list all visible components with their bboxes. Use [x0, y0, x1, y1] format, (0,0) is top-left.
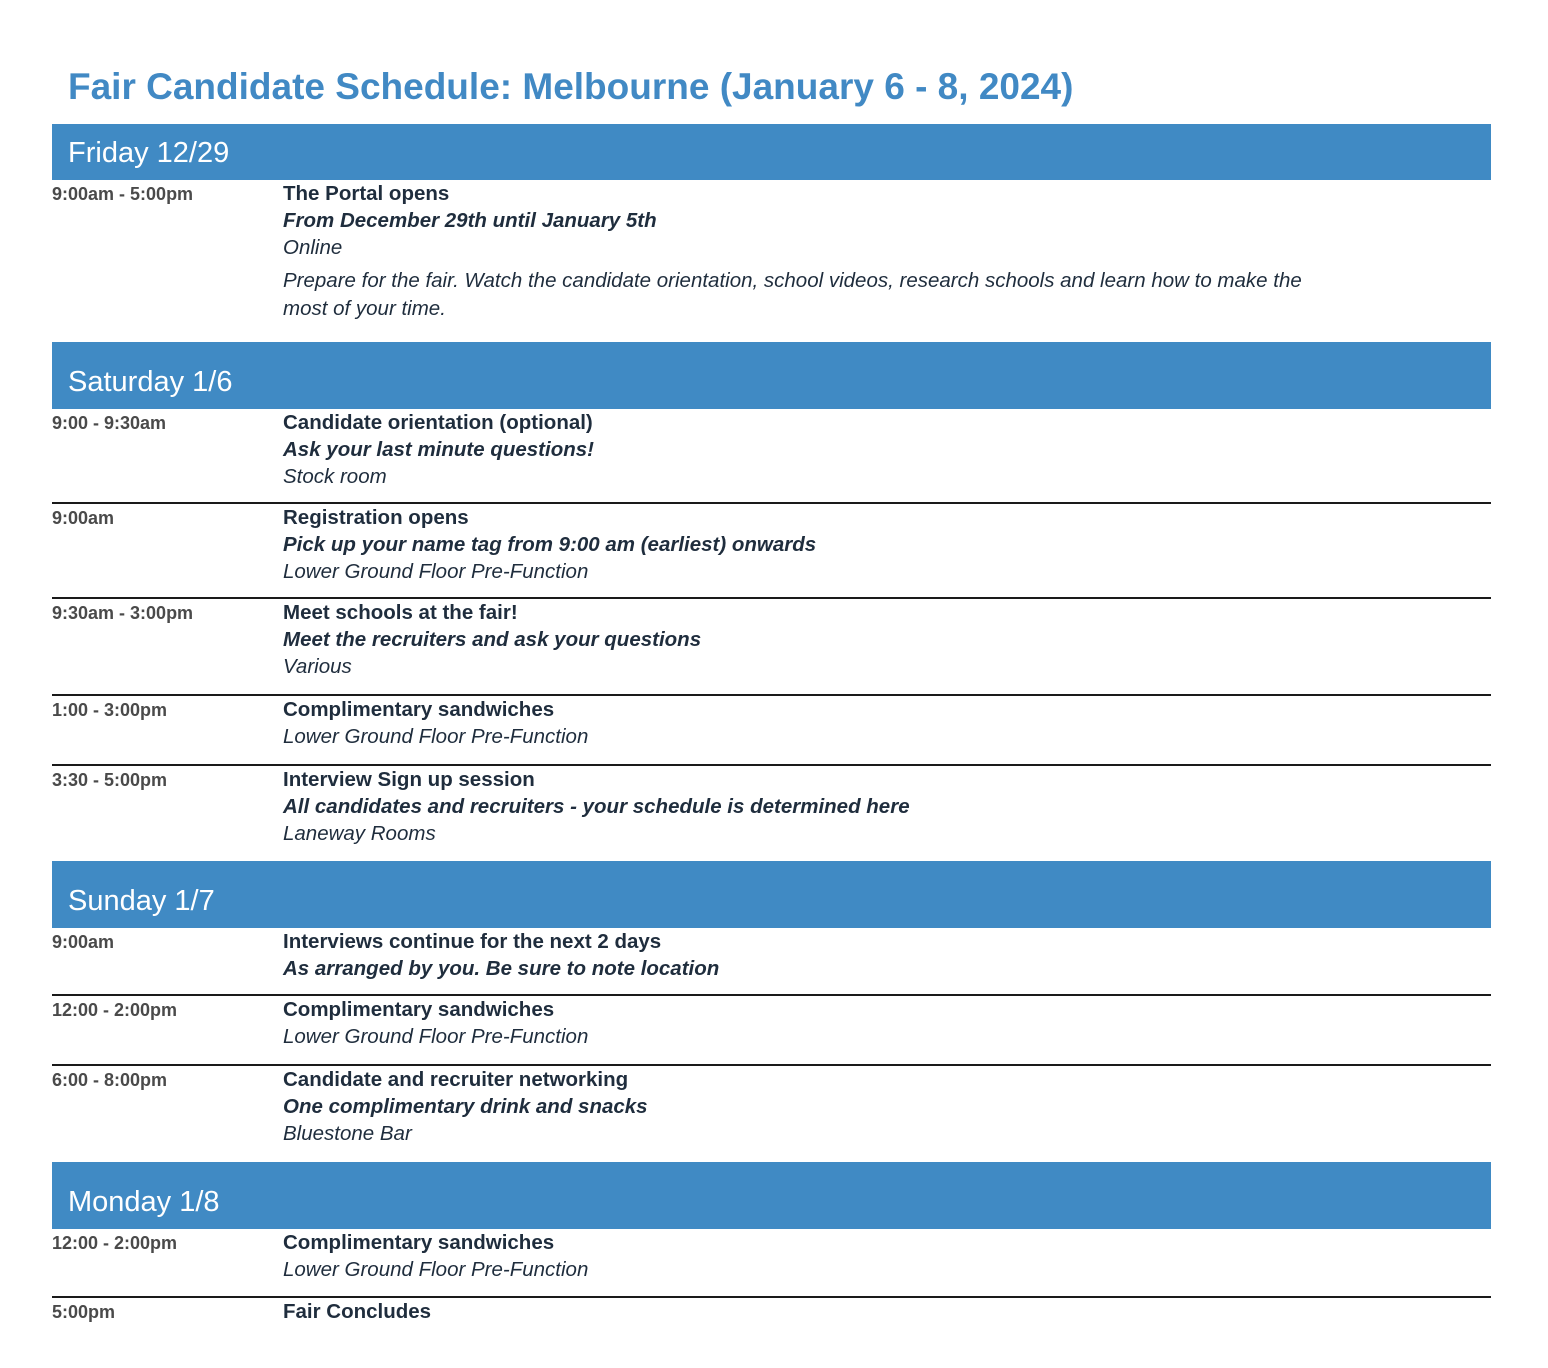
event-location: Stock room	[283, 465, 387, 488]
day-header-saturday: Saturday 1/6	[52, 342, 1491, 409]
event-time: 9:00am - 5:00pm	[52, 184, 194, 204]
schedule-row	[52, 1064, 1491, 1145]
event-subtitle: From December 29th until January 5th	[283, 209, 657, 232]
event-time: 9:30am - 3:00pm	[52, 603, 194, 623]
event-subtitle: One complimentary drink and snacks	[283, 1095, 648, 1118]
day-header-monday: Monday 1/8	[52, 1162, 1491, 1229]
event-location: Laneway Rooms	[283, 822, 436, 845]
event-location: Lower Ground Floor Pre-Function	[283, 1025, 589, 1048]
event-subtitle: As arranged by you. Be sure to note location	[283, 957, 720, 980]
event-time: 9:00 - 9:30am	[52, 413, 167, 433]
schedule-row	[52, 994, 1491, 1048]
event-title: The Portal opens	[283, 182, 450, 205]
event-time: 12:00 - 2:00pm	[52, 1233, 178, 1253]
event-title: Interview Sign up session	[283, 768, 535, 791]
event-location: Various	[283, 655, 352, 678]
event-title: Candidate orientation (optional)	[283, 411, 593, 434]
event-time: 9:00am	[52, 932, 115, 952]
event-subtitle: All candidates and recruiters - your schedule is determined here	[283, 795, 910, 818]
event-time: 5:00pm	[52, 1302, 116, 1322]
event-time: 9:00am	[52, 508, 115, 528]
event-location: Bluestone Bar	[283, 1122, 412, 1145]
event-subtitle: Ask your last minute questions!	[283, 438, 594, 461]
event-description: Prepare for the fair. Watch the candidate orientation, school videos, research schools and learn how to make the most of your time.	[283, 269, 1302, 320]
event-subtitle: Pick up your name tag from 9:00 am (earliest) onwards	[283, 533, 817, 556]
event-title: Registration opens	[283, 506, 469, 529]
event-location: Lower Ground Floor Pre-Function	[283, 560, 589, 583]
event-time: 12:00 - 2:00pm	[52, 1000, 178, 1020]
event-location: Online	[283, 236, 343, 259]
event-title: Meet schools at the fair!	[283, 601, 518, 624]
event-location: Lower Ground Floor Pre-Function	[283, 1258, 589, 1281]
schedule-row	[52, 764, 1491, 845]
page-title: Fair Candidate Schedule: Melbourne (January 6 - 8, 2024)	[68, 66, 1074, 107]
event-location: Lower Ground Floor Pre-Function	[283, 725, 589, 748]
event-time: 1:00 - 3:00pm	[52, 700, 168, 720]
event-title: Candidate and recruiter networking	[283, 1068, 629, 1091]
day-header-friday: Friday 12/29	[52, 124, 1491, 180]
schedule-row	[52, 502, 1491, 583]
event-time: 3:30 - 5:00pm	[52, 770, 168, 790]
event-subtitle: Meet the recruiters and ask your questions	[283, 628, 702, 651]
schedule-row	[52, 694, 1491, 748]
schedule-row	[52, 597, 1491, 678]
event-title: Complimentary sandwiches	[283, 698, 555, 721]
day-header-sunday: Sunday 1/7	[52, 861, 1491, 928]
event-time: 6:00 - 8:00pm	[52, 1070, 168, 1090]
event-title: Complimentary sandwiches	[283, 1231, 555, 1254]
schedule-row	[52, 1296, 1491, 1323]
event-title: Fair Concludes	[283, 1300, 432, 1323]
event-title: Complimentary sandwiches	[283, 998, 555, 1021]
event-title: Interviews continue for the next 2 days	[283, 930, 662, 953]
